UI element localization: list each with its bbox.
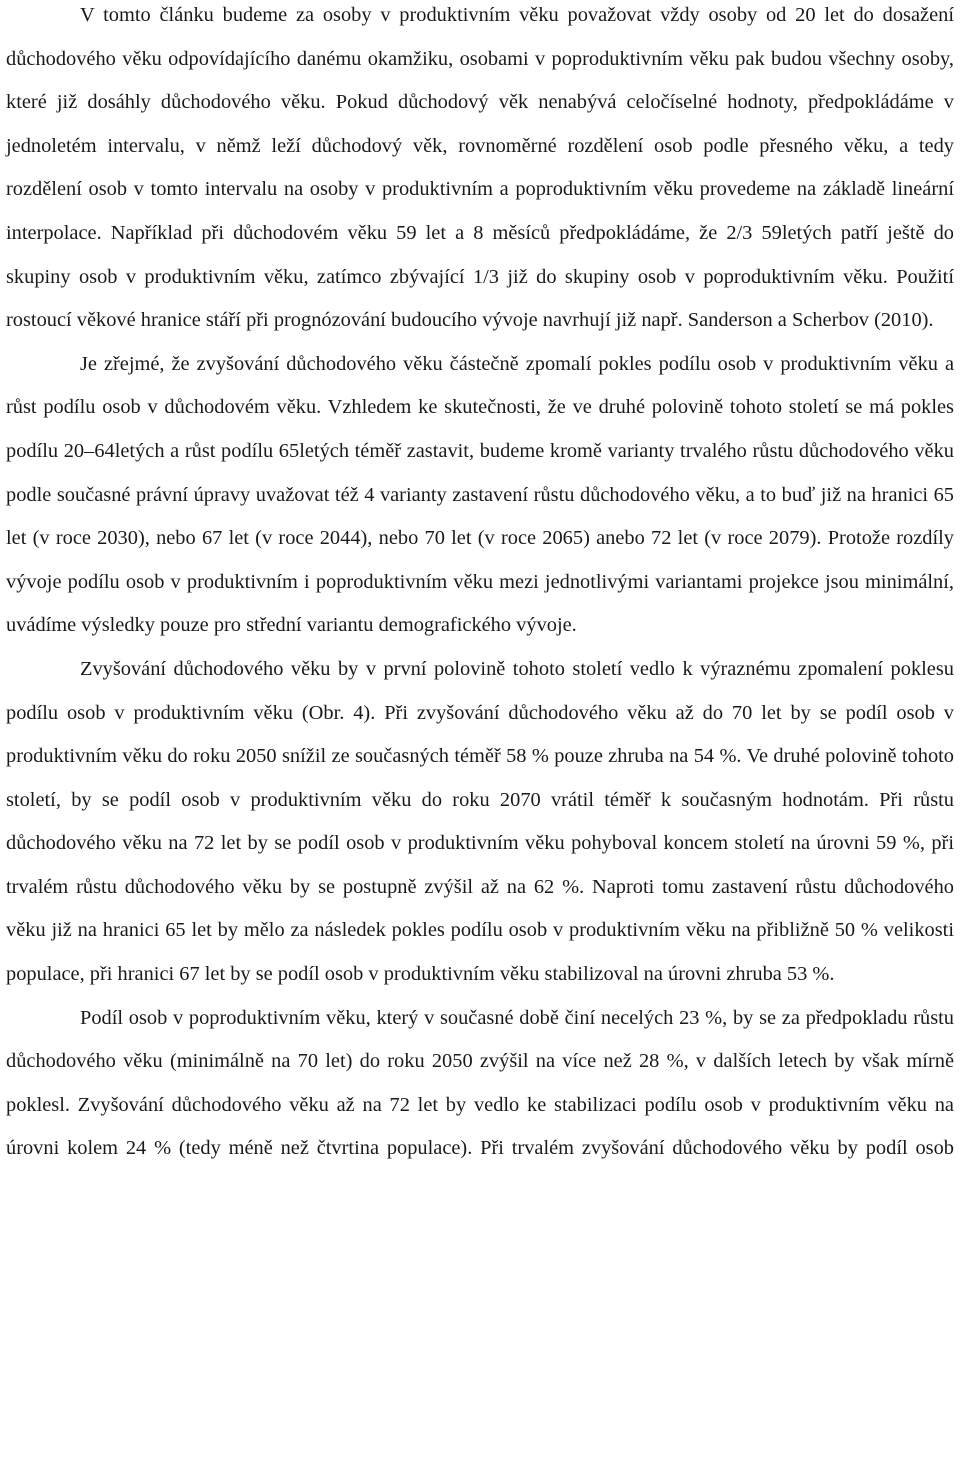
paragraph-1: V tomto článku budeme za osoby v produktivním věku považovat vždy osoby od 20 let do dosažení důchodového věku odpovídajícího danému okamžiku, osobami v poproduktivním věku pak budou všechny osoby, které již dosáhly důchodového věku. Pokud důchodový věk nenabývá celočíselné hodnoty, předpokládáme v jednoletém intervalu, v němž leží důchodový věk, rovnoměrné rozdělení osob podle přesného věku, a tedy rozdělení osob v tomto intervalu na osoby v produktivním a poproduktivním věku provedeme na základě lineární interpolace. Například při důchodovém věku 59 let a 8 měsíců předpokládáme, že 2/3 59letých patří ještě do skupiny osob v produktivním věku, zatímco zbývající 1/3 již do skupiny osob v poproduktivním věku. Použití rostoucí věkové hranice stáří při prognózování budoucího vývoje navrhují již např. Sanderson a Scherbov (2010). [6,4,954,332]
paragraph-4: Podíl osob v poproduktivním věku, který v současné době činí necelých 23 %, by se za předpokladu růstu důchodového věku (minimálně na 70 let) do roku 2050 zvýšil na více než 28 %, v dalších letech by však mírně poklesl. Zvyšování důchodového věku až na 72 let by vedlo ke stabilizaci podílu osob v produktivním věku na úrovni kolem 24 % (tedy méně než čtvrtina populace). Při trvalém zvyšování důchodového věku by podíl osob [6,1006,954,1160]
document-page [6,0,954,1171]
paragraph-3: Zvyšování důchodového věku by v první polovině tohoto století vedlo k výraznému zpomalení poklesu podílu osob v produktivním věku (Obr. 4). Při zvyšování důchodového věku až do 70 let by se podíl osob v produktivním věku do roku 2050 snížil ze současných téměř 58 % pouze zhruba na 54 %. Ve druhé polovině tohoto století, by se podíl osob v produktivním věku do roku 2070 vrátil téměř k současným hodnotám. Při růstu důchodového věku na 72 let by se podíl osob v produktivním věku pohyboval koncem století na úrovni 59 %, při trvalém růstu důchodového věku by se postupně zvýšil až na 62 %. Naproti tomu zastavení růstu důchodového věku již na hranici 65 let by mělo za následek pokles podílu osob v produktivním věku na přibližně 50 % velikosti populace, při hranici 67 let by se podíl osob v produktivním věku stabilizoval na úrovni zhruba 53 %. [6,657,954,986]
paragraph-2: Je zřejmé, že zvyšování důchodového věku částečně zpomalí pokles podílu osob v produktivním věku a růst podílu osob v důchodovém věku. Vzhledem ke skutečnosti, že ve druhé polovině tohoto století se má pokles podílu 20–64letých a růst podílu 65letých téměř zastavit, budeme kromě varianty trvalého růstu důchodového věku podle současné právní úpravy uvažovat též 4 varianty zastavení růstu důchodového věku, a to buď již na hranici 65 let (v roce 2030), nebo 67 let (v roce 2044), nebo 70 let (v roce 2065) anebo 72 let (v roce 2079). Protože rozdíly vývoje podílu osob v produktivním i poproduktivním věku mezi jednotlivými variantami projekce jsou minimální, uvádíme výsledky pouze pro střední variantu demografického vývoje. [6,352,954,637]
